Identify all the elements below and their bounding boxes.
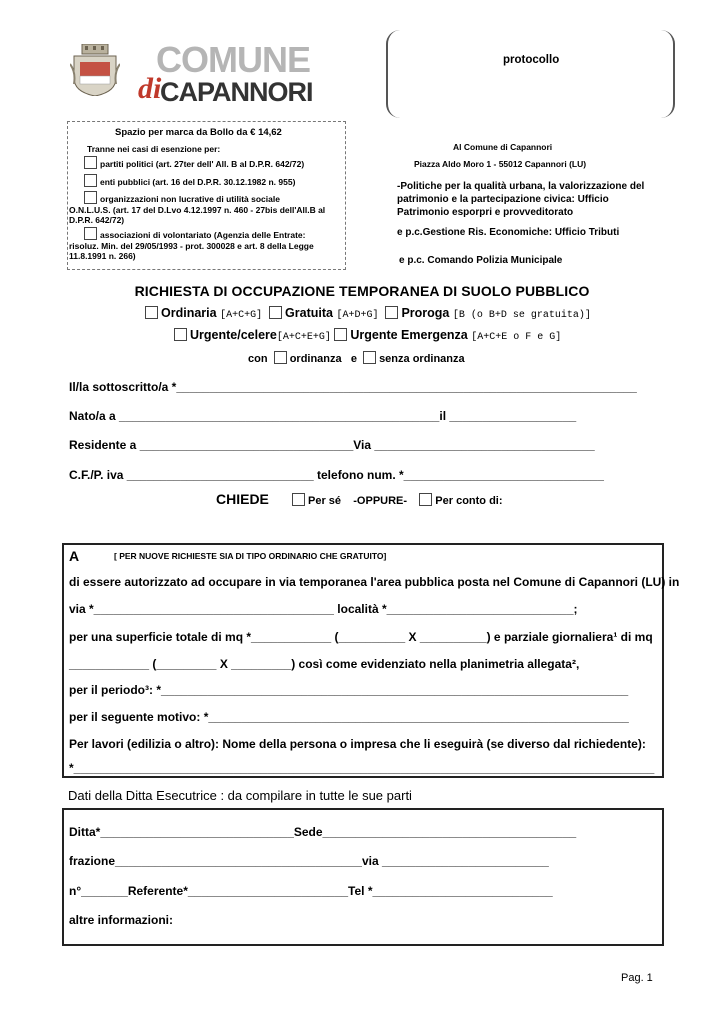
senza-ordinanza-checkbox[interactable] [363, 351, 376, 364]
exemption-item: enti pubblici (art. 16 del D.P.R. 30.12.1982 n. 955) [84, 174, 344, 187]
ordinance-row: con ordinanza e senza ordinanza [248, 353, 465, 365]
ditta-line[interactable]: altre informazioni: [69, 913, 174, 927]
section-a-line: Per lavori (edilizia o altro): Nome della persona o impresa che li eseguirà (se diverso dal richiedente): [69, 737, 646, 751]
type-urgente-celere[interactable]: Urgente/celere[A+C+E+G] [174, 328, 331, 342]
section-a-line[interactable]: *_______________________________________________________________________________________ [69, 761, 655, 775]
field-residente[interactable]: Residente a ________________________________Via _________________________________ [69, 438, 595, 452]
type-ordinaria[interactable]: Ordinaria [A+C+G] [145, 306, 262, 320]
type-checkbox[interactable] [269, 306, 282, 319]
municipal-crest [70, 44, 120, 96]
exemption-checkbox[interactable] [84, 227, 97, 240]
ditta-line[interactable]: n°_______Referente*________________________Tel *___________________________ [69, 884, 553, 898]
type-proroga[interactable]: Proroga [B (o B+D se gratuita)] [382, 306, 591, 320]
exemption-item: organizzazioni non lucrative di utilità sociale [84, 191, 344, 204]
type-gratuita[interactable]: Gratuita [A+D+G] [266, 306, 379, 320]
ditta-line[interactable]: Ditta*_____________________________Sede______________________________________ [69, 825, 577, 839]
section-a-letter: A [69, 548, 80, 564]
exemption-item-cont: O.N.L.U.S. (art. 17 del D.Lvo 4.12.1997 n. 460 - 27bis dell'All.B al D.P.R. 642/72) [69, 205, 326, 225]
recipient-office2: e p.c.Gestione Ris. Economiche: Ufficio Tributi [397, 227, 620, 238]
logo-capannori-text: CAPANNORI [160, 77, 313, 107]
type-urgente-emergenza[interactable]: Urgente Emergenza [A+C+E o F e G] [334, 328, 561, 342]
request-types-row1 [145, 306, 591, 321]
chiede-options: Per sé -OPPURE- Per conto di: [292, 493, 503, 507]
protocol-box [386, 30, 675, 118]
section-a-box [62, 543, 680, 778]
ditta-box [62, 808, 664, 946]
exemption-checkbox[interactable] [84, 174, 97, 187]
section-a-note: [ PER NUOVE RICHIESTE SIA DI TIPO ORDINARIO CHE GRATUITO] [114, 551, 387, 561]
exemption-item: partiti politici (art. 27ter dell' All. B al D.P.R. 642/72) [84, 156, 344, 169]
stamp-title: Spazio per marca da Bollo da € 14,62 [115, 127, 282, 138]
exemption-item: associazioni di volontariato (Agenzia delle Entrate: [84, 227, 344, 240]
field-sottoscritto[interactable]: Il/la sottoscritto/a *_____________________________________________________________________ [69, 380, 637, 394]
recipient-address: Piazza Aldo Moro 1 - 55012 Capannori (LU) [414, 159, 587, 169]
stamp-subtitle: Tranne nei casi di esenzione per: [87, 144, 221, 154]
type-checkbox[interactable] [145, 306, 158, 319]
field-nato[interactable]: Nato/a a ________________________________________________il ___________________ [69, 409, 577, 423]
per-conto-di-checkbox[interactable] [419, 493, 432, 506]
recipient-office1: -Politiche per la qualità urbana, la valorizzazione del patrimonio e la partecipazione civica: Ufficio Patrimonio esporpri e provveditorato [397, 181, 645, 218]
type-checkbox[interactable] [174, 328, 187, 341]
page-number: Pag. 1 [621, 972, 653, 984]
comune-logo [138, 39, 313, 110]
field-cf[interactable]: C.F./P. iva ____________________________ telefono num. *______________________________ [69, 468, 604, 482]
page-title: RICHIESTA DI OCCUPAZIONE TEMPORANEA DI SUOLO PUBBLICO [134, 283, 590, 299]
chiede-label: CHIEDE [216, 491, 269, 507]
logo-di-text: di [138, 72, 162, 105]
exemption-item-cont: risoluz. Min. del 29/05/1993 - prot. 300028 e art. 8 della Legge 11.8.1991 n. 266) [69, 241, 314, 261]
ditta-line[interactable]: frazione_____________________________________via _________________________ [69, 854, 549, 868]
exemption-checkbox[interactable] [84, 191, 97, 204]
ditta-heading: Dati della Ditta Esecutrice : da compilare in tutte le sue parti [68, 788, 412, 803]
section-a-line[interactable]: ____________ (_________ X _________) così come evidenziato nella planimetria allegata², [69, 657, 580, 671]
section-a-line[interactable]: per il seguente motivo: *_______________________________________________________________ [69, 710, 629, 724]
per-se-checkbox[interactable] [292, 493, 305, 506]
section-a-line[interactable]: per il periodo³: *______________________________________________________________________ [69, 683, 629, 697]
logo-comune-text: COMUNE [156, 39, 310, 80]
exemption-checkbox[interactable] [84, 156, 97, 169]
section-a-line: di essere autorizzato ad occupare in via temporanea l'area pubblica posta nel Comune di Capannori (LU) in [69, 575, 680, 589]
type-checkbox[interactable] [334, 328, 347, 341]
type-checkbox[interactable] [385, 306, 398, 319]
protocol-label: protocollo [503, 54, 560, 66]
recipient-to: Al Comune di Capannori [453, 142, 553, 152]
request-types-row2 [174, 328, 561, 343]
stamp-box [67, 121, 346, 270]
recipient-office3: e p.c. Comando Polizia Municipale [399, 255, 563, 266]
ordinanza-checkbox[interactable] [274, 351, 287, 364]
section-a-line[interactable]: per una superficie totale di mq *____________ (__________ X __________) e parziale giornaliera¹ di mq [69, 630, 653, 644]
section-a-line[interactable]: via *____________________________________ località *____________________________; [69, 602, 578, 616]
